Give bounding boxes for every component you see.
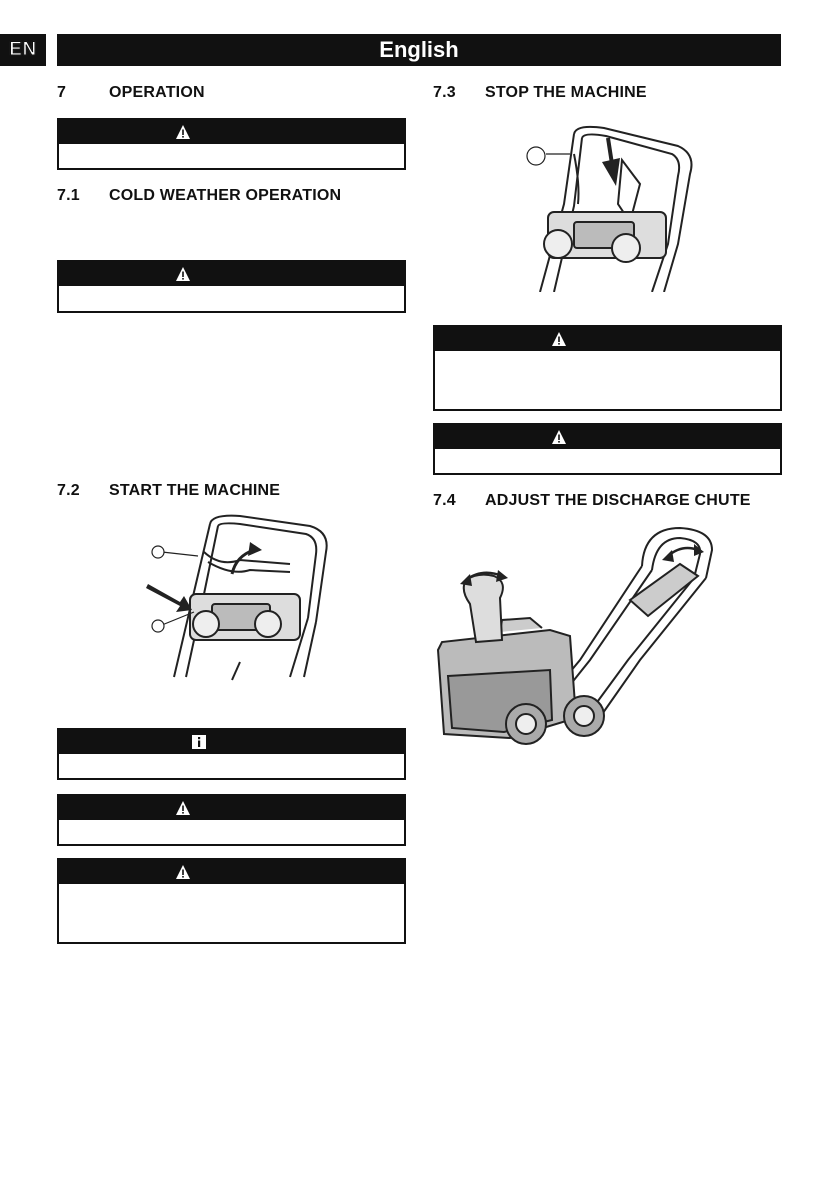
section-title: START THE MACHINE xyxy=(109,482,281,499)
warning-bar xyxy=(59,120,404,144)
warning-triangle-icon xyxy=(175,864,191,880)
info-bar xyxy=(59,730,404,754)
section-title: OPERATION xyxy=(109,84,205,101)
section-heading-7-1 xyxy=(57,187,341,205)
warning-bar xyxy=(59,796,404,820)
warning-box-6 xyxy=(433,423,782,475)
warning-bar xyxy=(435,327,780,351)
warning-triangle-icon xyxy=(175,266,191,282)
section-number: 7.1 xyxy=(57,187,80,204)
page-header xyxy=(57,34,781,66)
info-box xyxy=(57,728,406,780)
warning-box-4 xyxy=(57,858,406,944)
section-number: 7 xyxy=(57,84,67,101)
page-title: English xyxy=(379,37,459,62)
section-title: COLD WEATHER OPERATION xyxy=(109,187,342,204)
warning-triangle-icon xyxy=(551,331,567,347)
language-badge xyxy=(0,34,46,66)
warning-triangle-icon xyxy=(551,429,567,445)
section-heading-7-4 xyxy=(433,492,751,510)
section-title: STOP THE MACHINE xyxy=(485,84,647,101)
warning-triangle-icon xyxy=(175,124,191,140)
discharge-chute-illustration xyxy=(430,520,730,752)
warning-box-2 xyxy=(57,260,406,313)
warning-box-1 xyxy=(57,118,406,170)
start-machine-illustration xyxy=(140,512,340,682)
warning-bar xyxy=(59,860,404,884)
warning-box-5 xyxy=(433,325,782,411)
section-title: ADJUST THE DISCHARGE CHUTE xyxy=(485,492,751,509)
warning-bar xyxy=(59,262,404,286)
section-heading-7-2 xyxy=(57,482,280,500)
stop-machine-illustration xyxy=(518,124,718,292)
warning-bar xyxy=(435,425,780,449)
warning-triangle-icon xyxy=(175,800,191,816)
warning-box-3 xyxy=(57,794,406,846)
section-heading-7-3 xyxy=(433,84,647,102)
section-number: 7.4 xyxy=(433,492,456,509)
section-heading-7 xyxy=(57,84,205,102)
language-code: EN xyxy=(9,39,37,60)
section-number: 7.2 xyxy=(57,482,80,499)
section-number: 7.3 xyxy=(433,84,456,101)
info-icon xyxy=(191,734,207,750)
